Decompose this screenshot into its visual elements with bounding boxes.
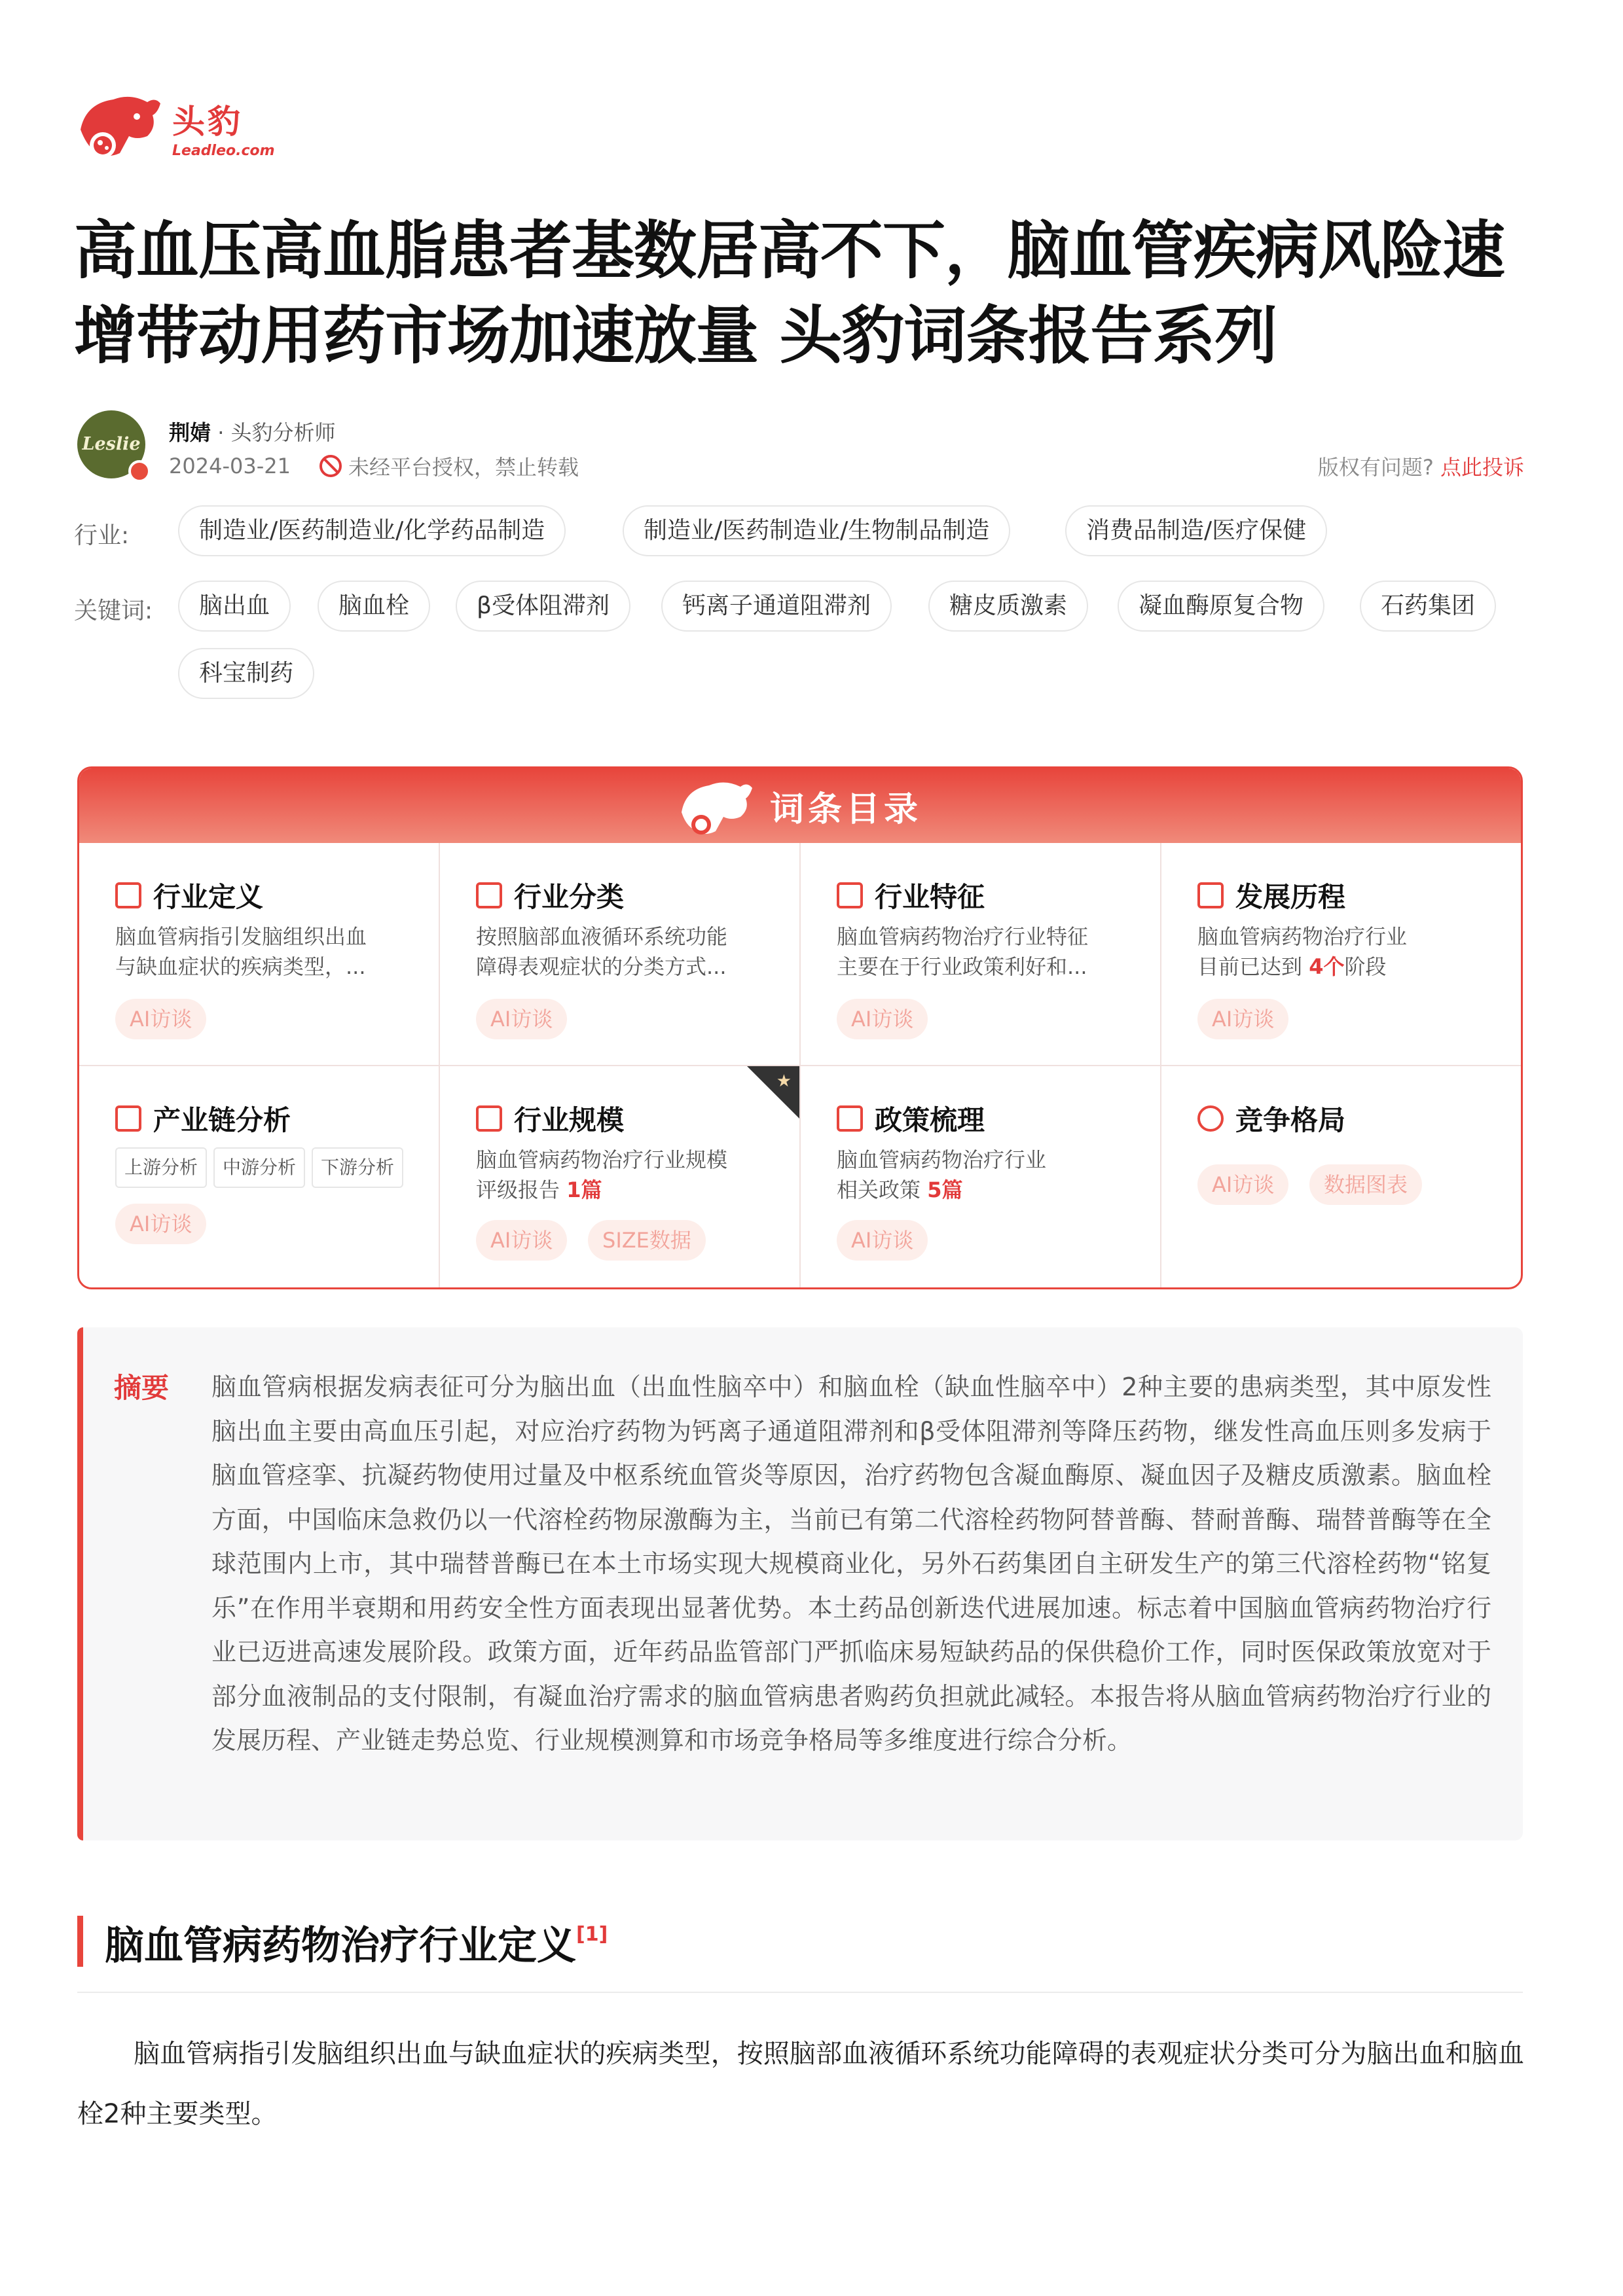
policy-count: 5篇 <box>927 1177 963 1202</box>
toc-cell-features[interactable] <box>801 843 1161 1066</box>
toc-card <box>77 766 1523 1289</box>
ai-interview-button[interactable]: AI访谈 <box>115 999 206 1039</box>
toc-cell-history[interactable] <box>1161 843 1523 1066</box>
leopard-logo-icon <box>74 90 166 164</box>
section-title <box>105 1914 608 1971</box>
abstract-text: 脑血管病根据发病表征可分为脑出血（出血性脑卒中）和脑血栓（缺血性脑卒中）2种主要的患病类型，其中原发性脑出血主要由高血压引起，对应治疗药物为钙离子通道阻滞剂和β受体阻滞剂等降压药物，继发性高血压则多发病于脑血管痉挛、抗凝药物使用过量及中枢系统血管炎等原因，治疗药物包含凝血酶原、凝血因子及糖皮质激素。脑血栓方面，中国临床急救仍以一代溶栓药物尿激酶为主，当前已有第二代溶栓药物阿替普酶、替耐普酶、瑞替普酶等在全球范围内上市，其中瑞替普酶已在本土市场实现大规模商业化，另外石药集团自主研发生产的第三代溶栓药物“铭复乐”在作用半衰期和用药安全性方面表现出显著优势。本土药品创新迭代进展加速。标志着中国脑血管病药物治疗行业已迈进高速发展阶段。政策方面，近年药品监管部门严抓临床易短缺药品的保供稳价工作，同时医保政策放宽对于部分血液制品的支付限制，有凝血治疗需求的脑血管病患者购药负担就此减轻。本报告将从脑血管病药物治疗行业的发展历程、产业链走势总览、行业规模测算和市场竞争格局等多维度进行综合分析。 <box>211 1372 1491 1755</box>
section-accent-bar <box>77 1916 83 1967</box>
toc-cell-title: 行业分类 <box>514 881 625 913</box>
toc-title: 词条目录 <box>770 790 922 829</box>
copyright-line <box>1318 451 1524 481</box>
divider <box>77 1992 1523 1993</box>
footnote-ref[interactable]: [1] <box>576 1923 608 1946</box>
toc-cell-competition[interactable] <box>1161 1066 1523 1289</box>
section-body: 脑血管病指引发脑组织出血与缺血症状的疾病类型，按照脑部血液循环系统功能障碍的表观症状分类可分为脑出血和脑血栓2种主要类型。 <box>77 2039 1524 2129</box>
toc-header <box>79 768 1521 843</box>
data-charts-button[interactable]: 数据图表 <box>1309 1164 1422 1205</box>
premium-corner-badge <box>747 1066 799 1119</box>
industry-label: 行业: <box>74 522 130 549</box>
chain-flow-icon <box>115 1105 141 1132</box>
keyword-tag[interactable]: 脑血栓 <box>318 581 430 632</box>
upstream-tab[interactable]: 上游分析 <box>115 1147 207 1188</box>
toc-cell-title: 产业链分析 <box>153 1104 291 1136</box>
keyword-tag[interactable]: 钙离子通道阻滞剂 <box>661 581 892 632</box>
brand-site: Leadleo.com <box>172 143 275 159</box>
keyword-tag[interactable]: 科宝制药 <box>178 648 314 699</box>
toc-cell-desc: 主要在于行业政策利好和... <box>837 954 1087 979</box>
keyword-tag[interactable]: 石药集团 <box>1360 581 1496 632</box>
report-link[interactable]: 点此投诉 <box>1440 455 1524 480</box>
industry-tag[interactable]: 制造业/医药制造业/生物制品制造 <box>623 505 1010 556</box>
keyword-tag[interactable]: 脑出血 <box>178 581 291 632</box>
toc-cell-policy[interactable] <box>801 1066 1161 1289</box>
meta-row <box>169 451 579 481</box>
toc-cell-classification[interactable] <box>440 843 801 1066</box>
toc-cell-title: 竞争格局 <box>1235 1104 1346 1136</box>
verified-badge-icon <box>128 460 151 482</box>
avatar: Leslie <box>77 410 145 478</box>
timeline-icon <box>1197 882 1224 908</box>
toc-cell-desc: 按照脑部血液循环系统功能 <box>476 924 728 949</box>
pie-chart-icon <box>1197 1105 1224 1132</box>
author-role: 头豹分析师 <box>230 420 336 445</box>
chip-icon <box>837 882 863 908</box>
toc-cell-desc: 相关政策 <box>837 1177 928 1202</box>
abstract-label: 摘要 <box>114 1372 170 1404</box>
toc-cell-desc: 目前已达到 <box>1197 954 1309 979</box>
brand-logo[interactable] <box>74 90 275 164</box>
toc-cell-title: 行业规模 <box>514 1104 625 1136</box>
brand-name: 头豹 <box>172 103 243 141</box>
toc-cell-desc: 脑血管病药物治疗行业 <box>837 1147 1047 1172</box>
toc-cell-chain[interactable] <box>79 1066 440 1289</box>
leopard-icon <box>675 776 760 838</box>
copyright-question: 版权有问题? <box>1317 455 1434 480</box>
ai-interview-button[interactable]: AI访谈 <box>476 1220 567 1261</box>
document-icon <box>837 1105 863 1132</box>
repost-notice: 未经平台授权，禁止转载 <box>348 455 579 480</box>
stage-count: 4个 <box>1309 954 1345 979</box>
report-count: 1篇 <box>566 1177 602 1202</box>
toc-cell-scale[interactable] <box>440 1066 801 1289</box>
midstream-tab[interactable]: 中游分析 <box>213 1147 305 1188</box>
no-repost-icon <box>319 455 342 477</box>
ai-interview-button[interactable]: AI访谈 <box>1197 1164 1288 1205</box>
author-line: 荆婧 · 头豹分析师 <box>169 420 336 445</box>
bar-chart-icon <box>476 1105 502 1132</box>
author-name: 荆婧 <box>169 420 211 445</box>
ai-interview-button[interactable]: AI访谈 <box>837 1220 928 1261</box>
keyword-tag[interactable]: 糖皮质激素 <box>928 581 1088 632</box>
toc-cell-desc: 与缺血症状的疾病类型，... <box>115 954 366 979</box>
toc-cell-title: 政策梳理 <box>875 1104 985 1136</box>
ai-interview-button[interactable]: AI访谈 <box>115 1204 206 1244</box>
ai-interview-button[interactable]: AI访谈 <box>837 999 928 1039</box>
toc-cell-title: 行业特征 <box>875 881 985 913</box>
toc-cell-title: 行业定义 <box>153 881 264 913</box>
toc-cell-definition[interactable] <box>79 843 440 1066</box>
star-icon: ★ <box>776 1071 792 1091</box>
hierarchy-icon <box>476 882 502 908</box>
toc-cell-desc: 阶段 <box>1344 954 1387 979</box>
toc-cell-desc: 脑血管病药物治疗行业规模 <box>476 1147 728 1172</box>
ai-interview-button[interactable]: AI访谈 <box>476 999 567 1039</box>
page-title: 高血压高血脂患者基数居高不下，脑血管疾病风险速增带动用药市场加速放量 头豹词条报告系列 <box>74 214 1504 372</box>
publish-date: 2024-03-21 <box>169 454 291 478</box>
toc-cell-desc: 脑血管病指引发脑组织出血 <box>115 924 367 949</box>
industry-tag[interactable]: 制造业/医药制造业/化学药品制造 <box>178 505 566 556</box>
abstract-accent-bar <box>77 1327 83 1840</box>
toc-cell-desc: 障碍表观症状的分类方式... <box>476 954 727 979</box>
size-data-button[interactable]: SIZE数据 <box>588 1220 706 1261</box>
toc-cell-desc: 脑血管病药物治疗行业 <box>1197 924 1408 949</box>
toc-cell-title: 发展历程 <box>1235 881 1346 913</box>
keyword-tag[interactable]: 凝血酶原复合物 <box>1118 581 1324 632</box>
keyword-tag[interactable]: β受体阻滞剂 <box>456 581 630 632</box>
toc-cell-desc: 评级报告 <box>476 1177 567 1202</box>
industry-tag[interactable]: 消费品制造/医疗保健 <box>1065 505 1327 556</box>
toc-cell-desc: 脑血管病药物治疗行业特征 <box>837 924 1089 949</box>
ai-interview-button[interactable]: AI访谈 <box>1197 999 1288 1039</box>
abstract-box <box>77 1327 1523 1840</box>
downstream-tab[interactable]: 下游分析 <box>312 1147 403 1188</box>
search-doc-icon <box>115 882 141 908</box>
keywords-label: 关键词: <box>74 598 153 624</box>
section-title-text: 脑血管病药物治疗行业定义 <box>105 1923 576 1969</box>
